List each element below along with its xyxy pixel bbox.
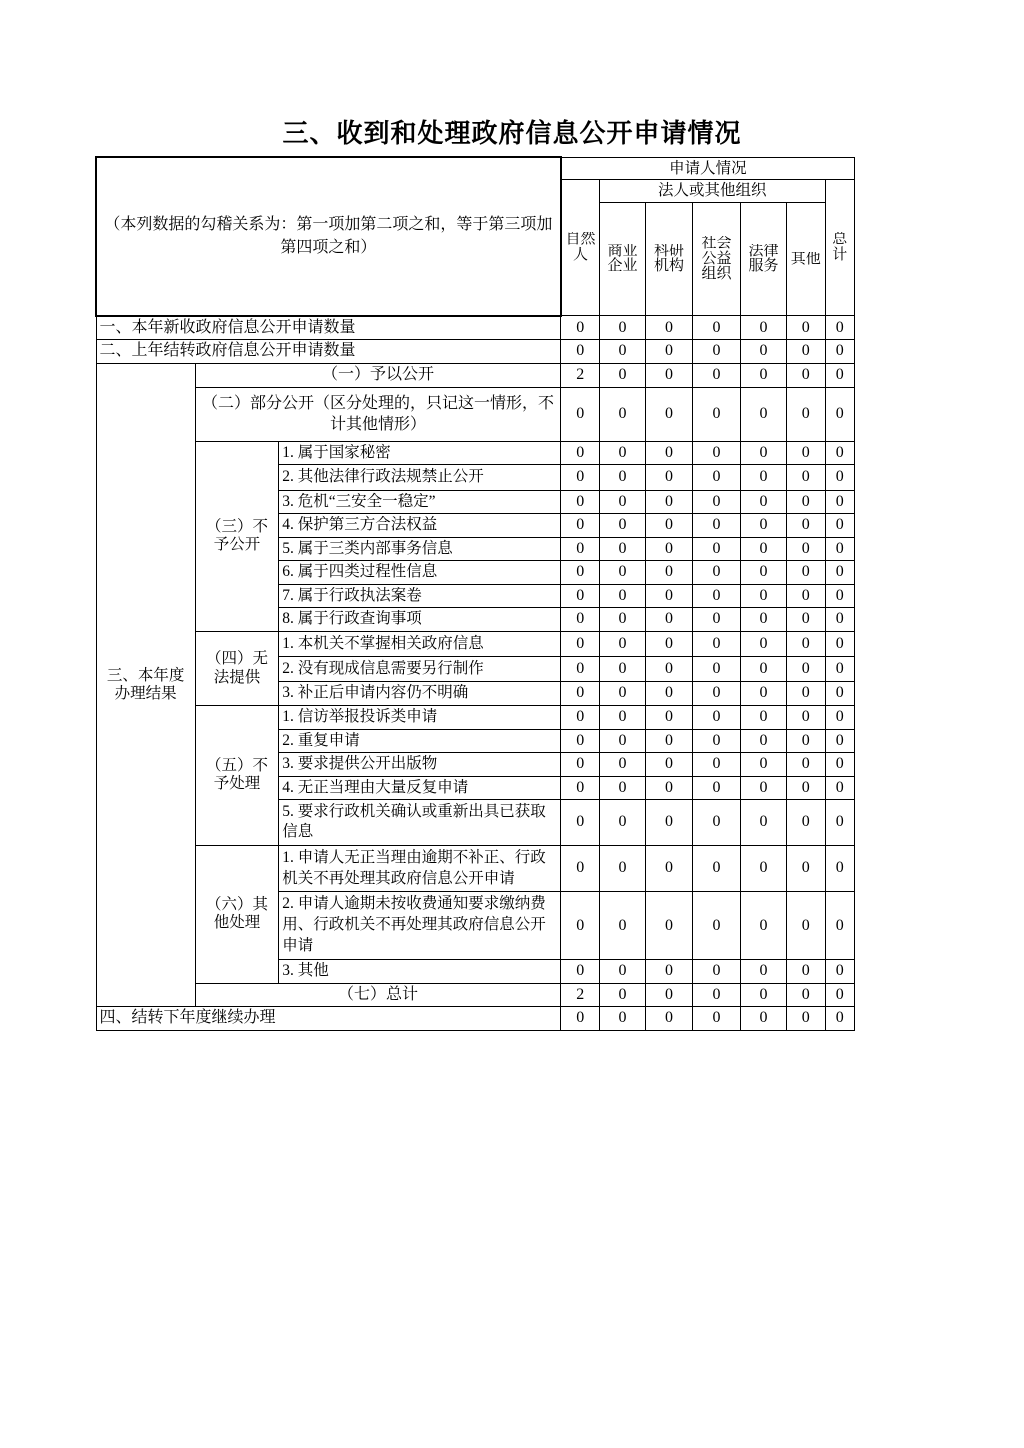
cell-value: 0 <box>786 776 825 800</box>
cell-value: 0 <box>825 776 854 800</box>
cell-value: 0 <box>645 753 692 777</box>
cell-value: 0 <box>786 983 825 1007</box>
cell-value: 0 <box>692 657 740 682</box>
cell-value: 0 <box>786 561 825 585</box>
cell-value: 0 <box>600 561 646 585</box>
col-header-other: 其他 <box>786 203 825 316</box>
cell-value: 0 <box>645 682 692 706</box>
cell-value: 0 <box>645 960 692 984</box>
cell-value: 0 <box>741 800 787 845</box>
cell-value: 0 <box>692 800 740 845</box>
group-label-not-disclosed: （三）不予公开 <box>195 441 279 631</box>
col-header-public-welfare: 社会公益组织 <box>692 203 740 316</box>
cell-value: 0 <box>786 340 825 364</box>
cell-value: 0 <box>825 465 854 490</box>
cell-value: 0 <box>741 514 787 538</box>
cell-value: 0 <box>786 608 825 632</box>
cell-value: 0 <box>600 340 646 364</box>
cell-value: 0 <box>825 960 854 984</box>
row-label-other-misc: 3. 其他 <box>279 960 561 984</box>
cell-value: 0 <box>561 316 600 340</box>
cell-value: 0 <box>561 845 600 892</box>
cell-value: 0 <box>561 465 600 490</box>
cell-value: 0 <box>692 441 740 465</box>
cell-value: 0 <box>561 441 600 465</box>
cell-value: 0 <box>825 1007 854 1031</box>
page-title: 三、收到和处理政府信息公开申请情况 <box>282 119 742 148</box>
cell-value: 0 <box>786 364 825 388</box>
cell-value: 0 <box>600 316 646 340</box>
row-label-enforcement-file: 7. 属于行政执法案卷 <box>279 584 561 608</box>
cell-value: 0 <box>741 729 787 753</box>
cell-value: 0 <box>786 537 825 561</box>
cell-value: 0 <box>561 584 600 608</box>
cell-value: 0 <box>600 584 646 608</box>
cell-value: 0 <box>741 316 787 340</box>
cell-value: 0 <box>692 584 740 608</box>
row-label-subtotal: （七）总计 <box>195 983 561 1007</box>
cell-value: 0 <box>645 584 692 608</box>
cell-value: 0 <box>645 1007 692 1031</box>
cell-value: 0 <box>600 1007 646 1031</box>
row-label-still-unclear: 3. 补正后申请内容仍不明确 <box>279 682 561 706</box>
cell-value: 0 <box>645 465 692 490</box>
cell-value: 0 <box>825 340 854 364</box>
cell-value: 0 <box>645 316 692 340</box>
row-label-not-held: 1. 本机关不掌握相关政府信息 <box>279 632 561 657</box>
row-label-needs-creation: 2. 没有现成信息需要另行制作 <box>279 657 561 682</box>
cell-value: 0 <box>645 537 692 561</box>
cell-value: 0 <box>825 316 854 340</box>
cell-value: 0 <box>645 729 692 753</box>
cell-value: 0 <box>645 845 692 892</box>
cell-value: 0 <box>600 537 646 561</box>
cell-value: 0 <box>561 892 600 960</box>
cell-value: 0 <box>786 465 825 490</box>
cell-value: 0 <box>825 753 854 777</box>
table-row <box>96 1007 855 1031</box>
row-label-carried-over: 二、上年结转政府信息公开申请数量 <box>96 340 561 364</box>
cell-value: 0 <box>786 387 825 441</box>
row-label-crisis-security: 3. 危机“三安全一稳定” <box>279 490 561 514</box>
cell-value: 0 <box>600 632 646 657</box>
table-row <box>96 705 855 729</box>
cell-value: 0 <box>600 490 646 514</box>
row-label-disclose: （一）予以公开 <box>195 364 561 388</box>
cell-value: 0 <box>825 608 854 632</box>
row-label-process-info: 6. 属于四类过程性信息 <box>279 561 561 585</box>
col-header-research: 科研机构 <box>645 203 692 316</box>
cell-value: 0 <box>561 514 600 538</box>
row-label-published-materials: 3. 要求提供公开出版物 <box>279 753 561 777</box>
cell-value: 0 <box>600 441 646 465</box>
cell-value: 0 <box>741 490 787 514</box>
cell-value: 0 <box>692 682 740 706</box>
cell-value: 0 <box>825 845 854 892</box>
cell-value: 0 <box>645 441 692 465</box>
group-label-not-processed: （五）不予处理 <box>195 705 279 845</box>
cell-value: 0 <box>825 892 854 960</box>
cell-value: 0 <box>645 364 692 388</box>
cell-value: 0 <box>692 514 740 538</box>
cell-value: 0 <box>741 892 787 960</box>
cell-value: 0 <box>561 632 600 657</box>
row-label-reconfirm-info: 5. 要求行政机关确认或重新出具已获取信息 <box>279 800 561 845</box>
cell-value: 0 <box>741 632 787 657</box>
cell-value: 0 <box>561 753 600 777</box>
cell-value: 0 <box>561 776 600 800</box>
cell-value: 0 <box>645 800 692 845</box>
cell-value: 0 <box>600 514 646 538</box>
table-row <box>96 983 855 1007</box>
col-header-legal-service: 法律服务 <box>741 203 787 316</box>
cell-value: 0 <box>825 657 854 682</box>
cell-value: 0 <box>561 960 600 984</box>
row-label-petition-complaint: 1. 信访举报投诉类申请 <box>279 705 561 729</box>
cell-value: 0 <box>561 561 600 585</box>
cell-value: 0 <box>741 387 787 441</box>
cell-value: 0 <box>692 364 740 388</box>
cell-value: 0 <box>692 960 740 984</box>
cell-value: 0 <box>692 729 740 753</box>
cell-value: 0 <box>786 892 825 960</box>
cell-value: 0 <box>561 608 600 632</box>
row-label-state-secret: 1. 属于国家秘密 <box>279 441 561 465</box>
cell-value: 0 <box>561 705 600 729</box>
cell-value: 0 <box>786 514 825 538</box>
cell-value: 0 <box>561 490 600 514</box>
cell-value: 0 <box>741 983 787 1007</box>
applicant-group-header: 申请人情况 <box>561 157 855 180</box>
row-label-unpaid-fee: 2. 申请人逾期未按收费通知要求缴纳费用、行政机关不再处理其政府信息公开申请 <box>279 892 561 960</box>
cell-value: 0 <box>741 537 787 561</box>
cell-value: 0 <box>786 800 825 845</box>
cell-value: 0 <box>786 657 825 682</box>
cell-value: 0 <box>786 1007 825 1031</box>
table-row <box>96 364 855 388</box>
cell-value: 0 <box>600 657 646 682</box>
table-row <box>96 845 855 892</box>
row-label-no-correction: 1. 申请人无正当理由逾期不补正、行政机关不再处理其政府信息公开申请 <box>279 845 561 892</box>
cell-value: 0 <box>645 514 692 538</box>
cell-value: 0 <box>825 441 854 465</box>
cell-value: 0 <box>645 561 692 585</box>
cell-value: 0 <box>825 632 854 657</box>
cell-value: 0 <box>786 729 825 753</box>
cell-value: 0 <box>645 657 692 682</box>
cell-value: 0 <box>741 364 787 388</box>
cell-value: 0 <box>600 753 646 777</box>
cell-value: 0 <box>692 705 740 729</box>
cell-value: 0 <box>561 800 600 845</box>
cell-value: 0 <box>692 537 740 561</box>
table-row <box>96 387 855 441</box>
cell-value: 0 <box>600 682 646 706</box>
cell-value: 0 <box>561 729 600 753</box>
cell-value: 0 <box>741 776 787 800</box>
cell-value: 0 <box>741 465 787 490</box>
cell-value: 0 <box>825 705 854 729</box>
cell-value: 0 <box>692 983 740 1007</box>
table-row <box>96 316 855 340</box>
row-label-carry-forward: 四、结转下年度继续办理 <box>96 1007 561 1031</box>
cell-value: 0 <box>645 983 692 1007</box>
cell-value: 0 <box>825 561 854 585</box>
cell-value: 0 <box>692 340 740 364</box>
cell-value: 0 <box>692 387 740 441</box>
table-row <box>96 441 855 465</box>
cell-value: 0 <box>692 753 740 777</box>
cell-value: 0 <box>825 682 854 706</box>
cell-value: 0 <box>692 1007 740 1031</box>
row-label-duplicate-request: 2. 重复申请 <box>279 729 561 753</box>
cell-value: 0 <box>825 490 854 514</box>
cell-value: 0 <box>825 983 854 1007</box>
cell-value: 0 <box>741 845 787 892</box>
cell-value: 0 <box>561 340 600 364</box>
disclosure-request-table <box>95 156 855 1031</box>
cell-value: 0 <box>692 776 740 800</box>
cell-value: 0 <box>561 387 600 441</box>
cell-value: 0 <box>825 584 854 608</box>
cell-value: 0 <box>825 387 854 441</box>
row-label-third-party-rights: 4. 保护第三方合法权益 <box>279 514 561 538</box>
cell-value: 0 <box>645 892 692 960</box>
cell-value: 0 <box>786 316 825 340</box>
row-label-partial-disclose: （二）部分公开（区分处理的，只记这一情形，不计其他情形） <box>195 387 561 441</box>
row-label-new-received: 一、本年新收政府信息公开申请数量 <box>96 316 561 340</box>
cell-value: 0 <box>600 465 646 490</box>
cell-value: 0 <box>741 705 787 729</box>
header-row-group <box>96 157 855 180</box>
cell-value: 0 <box>741 608 787 632</box>
cell-value: 0 <box>600 364 646 388</box>
cell-value: 0 <box>600 705 646 729</box>
cell-value: 0 <box>561 682 600 706</box>
cell-value: 0 <box>741 960 787 984</box>
cell-value: 0 <box>825 364 854 388</box>
cell-value: 0 <box>692 561 740 585</box>
cell-value: 0 <box>692 316 740 340</box>
cell-value: 0 <box>600 983 646 1007</box>
cell-value: 0 <box>600 387 646 441</box>
cell-value: 0 <box>786 682 825 706</box>
row-label-internal-affairs: 5. 属于三类内部事务信息 <box>279 537 561 561</box>
cell-value: 0 <box>600 800 646 845</box>
group-label-other-handling: （六）其他处理 <box>195 845 279 983</box>
cell-value: 0 <box>741 561 787 585</box>
cell-value: 0 <box>600 776 646 800</box>
cell-value: 0 <box>600 960 646 984</box>
cell-value: 0 <box>692 892 740 960</box>
cell-value: 0 <box>786 584 825 608</box>
cell-value: 0 <box>741 753 787 777</box>
table-row <box>96 632 855 657</box>
cell-value: 0 <box>692 845 740 892</box>
row-label-law-prohibited: 2. 其他法律行政法规禁止公开 <box>279 465 561 490</box>
cell-value: 0 <box>786 845 825 892</box>
cell-value: 0 <box>600 608 646 632</box>
row-label-repeated-unreasonable: 4. 无正当理由大量反复申请 <box>279 776 561 800</box>
cell-value: 0 <box>645 705 692 729</box>
cell-value: 0 <box>561 537 600 561</box>
cell-value: 0 <box>741 584 787 608</box>
cell-value: 0 <box>786 753 825 777</box>
legal-person-group-header: 法人或其他组织 <box>600 180 826 203</box>
cell-value: 0 <box>741 657 787 682</box>
cell-value: 0 <box>786 960 825 984</box>
cell-value: 0 <box>741 441 787 465</box>
cell-value: 0 <box>786 705 825 729</box>
table-row <box>96 340 855 364</box>
cell-value: 0 <box>825 514 854 538</box>
cell-value: 0 <box>645 608 692 632</box>
cell-value: 0 <box>600 729 646 753</box>
cell-value: 0 <box>600 892 646 960</box>
col-header-natural: 自然人 <box>561 180 600 316</box>
cell-value: 0 <box>561 1007 600 1031</box>
cell-value: 0 <box>692 490 740 514</box>
cell-value: 0 <box>645 776 692 800</box>
row-label-admin-inquiry: 8. 属于行政查询事项 <box>279 608 561 632</box>
col-header-business: 商业企业 <box>600 203 646 316</box>
cell-value: 0 <box>600 845 646 892</box>
cell-value: 0 <box>645 632 692 657</box>
group-label-cannot-provide: （四）无法提供 <box>195 632 279 706</box>
cell-value: 0 <box>825 729 854 753</box>
cell-value: 0 <box>825 800 854 845</box>
cell-value: 0 <box>692 465 740 490</box>
cell-value: 2 <box>561 364 600 388</box>
cell-value: 0 <box>786 490 825 514</box>
cell-value: 0 <box>645 340 692 364</box>
checksum-note: （本列数据的勾稽关系为：第一项加第二项之和，等于第三项加第四项之和） <box>96 157 561 316</box>
cell-value: 0 <box>561 657 600 682</box>
cell-value: 0 <box>692 632 740 657</box>
cell-value: 0 <box>692 608 740 632</box>
row-label-annual-results: 三、本年度办理结果 <box>96 364 195 1007</box>
cell-value: 2 <box>561 983 600 1007</box>
cell-value: 0 <box>645 387 692 441</box>
cell-value: 0 <box>786 632 825 657</box>
col-header-total: 总计 <box>825 180 854 316</box>
cell-value: 0 <box>741 1007 787 1031</box>
cell-value: 0 <box>825 537 854 561</box>
cell-value: 0 <box>741 682 787 706</box>
cell-value: 0 <box>741 340 787 364</box>
cell-value: 0 <box>645 490 692 514</box>
cell-value: 0 <box>786 441 825 465</box>
